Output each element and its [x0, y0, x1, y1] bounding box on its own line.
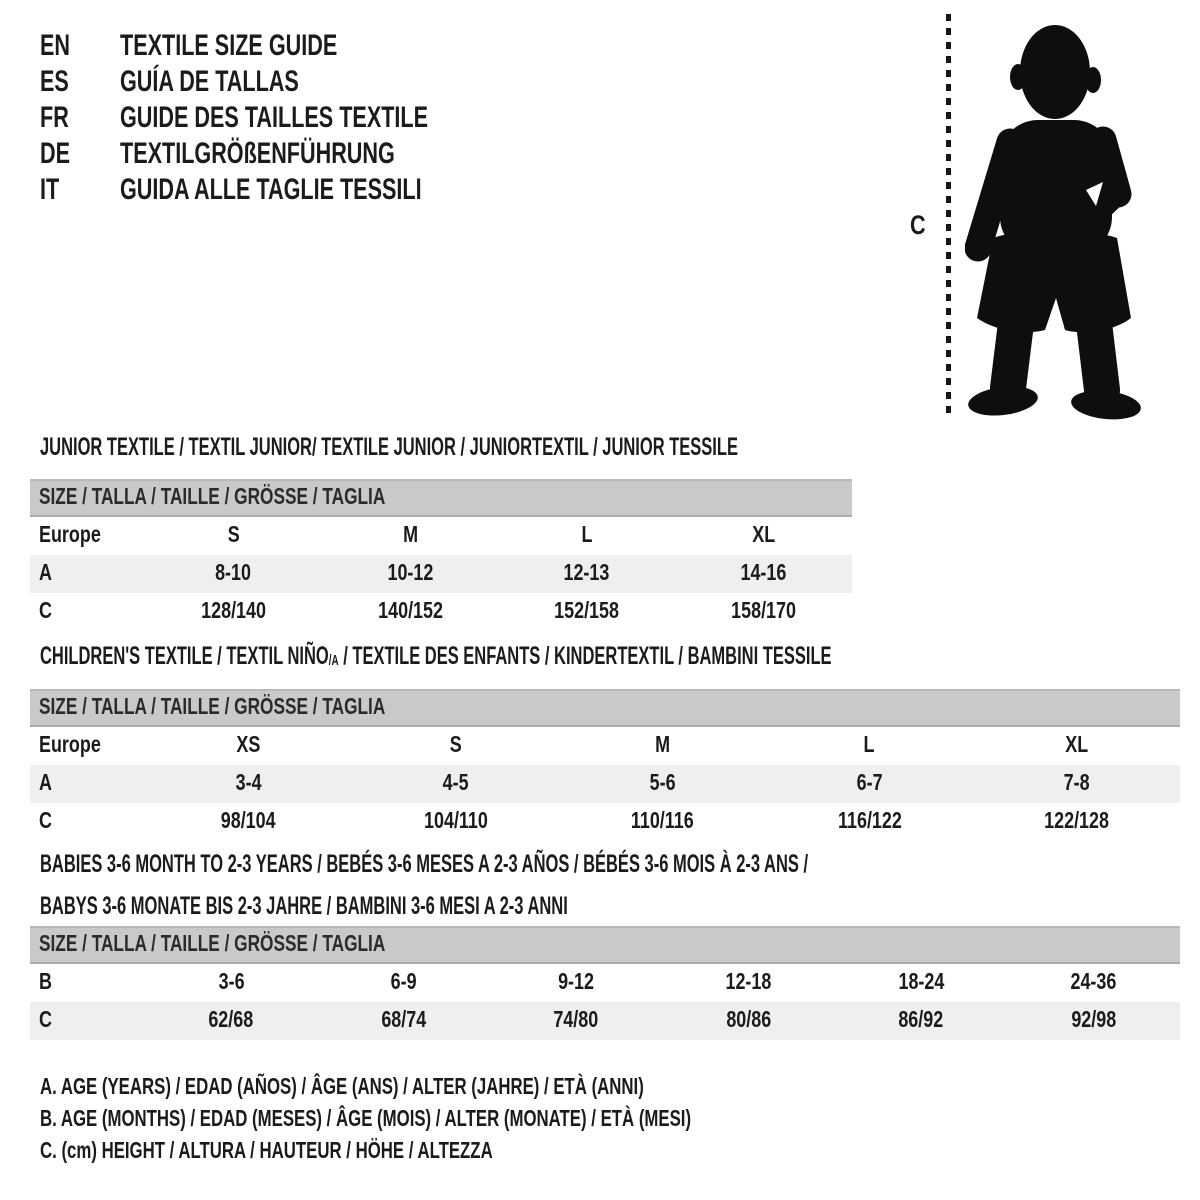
cell-value: 4-5: [442, 769, 469, 795]
cell-value: M: [655, 731, 670, 757]
table-cell: [835, 963, 1008, 1002]
table-row: [30, 516, 852, 555]
language-code: ES: [40, 65, 69, 98]
row-label-cell: [30, 765, 145, 803]
cell-value: 3-6: [218, 968, 245, 994]
table-cell: [835, 1002, 1008, 1040]
row-label-cell: [30, 555, 145, 593]
cell-value: 122/128: [1044, 807, 1109, 833]
table-row: [30, 726, 1180, 765]
junior-section-heading: JUNIOR TEXTILE / TEXTIL JUNIOR/ TEXTILE JUNIOR / JUNIORTEXTIL / JUNIOR TESSILE: [40, 433, 738, 461]
table-cell: [675, 555, 852, 593]
babies-section-heading: [40, 845, 1200, 929]
table-cell: [145, 593, 322, 631]
cell-value: S: [449, 731, 462, 757]
table-cell: [663, 1002, 836, 1040]
cell-value: 74/80: [553, 1006, 599, 1032]
height-measure-label: C: [910, 210, 926, 240]
table-cell: [559, 765, 766, 803]
size-header-label: SIZE / TALLA / TAILLE / GRÖSSE / TAGLIA: [39, 693, 386, 719]
cell-value: 6-9: [390, 968, 417, 994]
table-cell: [145, 555, 322, 593]
size-header-bar: [30, 927, 1180, 963]
language-title: GUIDE DES TAILLES TEXTILE: [120, 101, 429, 134]
table-cell: [675, 516, 852, 555]
table-cell: [145, 726, 352, 765]
cell-value: 80/86: [726, 1006, 772, 1032]
row-label: B: [39, 968, 52, 994]
children-heading-sub: /A: [328, 652, 339, 669]
cell-value: 98/104: [221, 807, 276, 833]
table-cell: [766, 803, 973, 841]
cell-value: M: [402, 521, 418, 547]
table-cell: [766, 726, 973, 765]
children-section-heading: [40, 643, 1200, 674]
cell-value: 18-24: [898, 968, 945, 994]
cell-value: 3-4: [235, 769, 262, 795]
cell-value: 5-6: [649, 769, 676, 795]
row-label: C: [39, 1006, 52, 1032]
children-heading-main: CHILDREN'S TEXTILE / TEXTIL NIÑO: [40, 642, 329, 670]
cell-value: L: [581, 521, 593, 547]
language-title: GUÍA DE TALLAS: [120, 65, 299, 98]
language-title-list: [40, 28, 548, 208]
table-cell: [145, 1002, 318, 1040]
language-row: [40, 172, 548, 208]
row-label: C: [39, 807, 52, 833]
table-row: [30, 803, 1180, 841]
cell-value: 92/98: [1071, 1006, 1117, 1032]
table-cell: [318, 963, 491, 1002]
table-cell: [322, 516, 499, 555]
cell-value: 68/74: [381, 1006, 427, 1032]
table-cell: [352, 726, 559, 765]
row-label: A: [39, 559, 52, 585]
table-row: [30, 593, 852, 631]
cell-value: XS: [236, 731, 261, 757]
row-label-cell: [30, 726, 145, 765]
language-row: [40, 100, 548, 136]
table-cell: [559, 803, 766, 841]
cell-value: 12-13: [563, 559, 610, 585]
height-measure-dashed-line: [946, 14, 951, 418]
table-cell: [490, 963, 663, 1002]
table-cell: [499, 516, 676, 555]
table-row: [30, 555, 852, 593]
cell-value: 86/92: [898, 1006, 944, 1032]
cell-value: 7-8: [1063, 769, 1090, 795]
cell-value: 110/116: [631, 807, 694, 833]
language-code: DE: [40, 137, 71, 170]
language-title: TEXTILE SIZE GUIDE: [120, 29, 338, 62]
babies-heading-line2: BABYS 3-6 MONATE BIS 2-3 JAHRE / BAMBINI 3-6 MESI A 2-3 ANNI: [40, 892, 568, 920]
cell-value: 140/152: [377, 597, 443, 623]
table-cell: [352, 765, 559, 803]
cell-value: 116/122: [837, 807, 902, 833]
table-row: [30, 963, 1180, 1002]
table-cell: [490, 1002, 663, 1040]
table-cell: [1008, 963, 1181, 1002]
cell-value: 14-16: [740, 559, 787, 585]
table-cell: [322, 593, 499, 631]
language-code: FR: [40, 101, 69, 134]
table-cell: [973, 726, 1180, 765]
row-label-cell: [30, 803, 145, 841]
row-label: Europe: [39, 731, 101, 757]
cell-value: XL: [1065, 731, 1088, 757]
row-label-cell: [30, 963, 145, 1002]
table-cell: [973, 803, 1180, 841]
row-label: C: [39, 597, 52, 623]
table-cell: [145, 803, 352, 841]
table-cell: [352, 803, 559, 841]
row-label-cell: [30, 593, 145, 631]
babies-size-table: [30, 926, 1180, 1040]
table-row: [30, 1002, 1180, 1040]
toddler-silhouette-icon: [965, 20, 1145, 420]
cell-value: 9-12: [558, 968, 595, 994]
cell-value: L: [864, 731, 875, 757]
table-cell: [675, 593, 852, 631]
table-cell: [499, 555, 676, 593]
legend-line-b: B. AGE (MONTHS) / EDAD (MESES) / ÂGE (MOIS) / ALTER (MONATE) / ETÀ (MESI): [40, 1105, 692, 1131]
row-label-cell: [30, 1002, 145, 1040]
legend-line-c: C. (cm) HEIGHT / ALTURA / HAUTEUR / HÖHE / ALTEZZA: [40, 1137, 493, 1163]
cell-value: 62/68: [208, 1006, 254, 1032]
children-size-table: [30, 689, 1180, 841]
size-header-bar: [30, 690, 1180, 726]
table-cell: [318, 1002, 491, 1040]
legend-line-a: A. AGE (YEARS) / EDAD (AÑOS) / ÂGE (ANS) / ALTER (JAHRE) / ETÀ (ANNI): [40, 1073, 644, 1099]
language-row: [40, 64, 548, 100]
table-cell: [1008, 1002, 1181, 1040]
children-heading-rest: / TEXTILE DES ENFANTS / KINDERTEXTIL / BAMBINI TESSILE: [338, 642, 832, 670]
table-cell: [663, 963, 836, 1002]
cell-value: XL: [752, 521, 776, 547]
language-title: TEXTILGRÖßENFÜHRUNG: [120, 137, 395, 170]
cell-value: 158/170: [731, 597, 797, 623]
cell-value: S: [227, 521, 240, 547]
language-title: GUIDA ALLE TAGLIE TESSILI: [120, 173, 422, 206]
table-cell: [145, 963, 318, 1002]
table-cell: [322, 555, 499, 593]
cell-value: 128/140: [201, 597, 266, 623]
language-row: [40, 136, 548, 172]
table-row: [30, 765, 1180, 803]
language-code: IT: [40, 173, 60, 206]
cell-value: 6-7: [856, 769, 883, 795]
junior-size-table: [30, 479, 852, 631]
cell-value: 24-36: [1070, 968, 1117, 994]
row-label-cell: [30, 516, 145, 555]
table-cell: [766, 765, 973, 803]
cell-value: 152/158: [554, 597, 620, 623]
table-cell: [559, 726, 766, 765]
table-cell: [499, 593, 676, 631]
cell-value: 104/110: [423, 807, 488, 833]
cell-value: 12-18: [725, 968, 772, 994]
language-code: EN: [40, 29, 71, 62]
legend: [40, 1070, 932, 1166]
language-row: [40, 28, 548, 64]
cell-value: 10-12: [387, 559, 434, 585]
cell-value: 8-10: [215, 559, 252, 585]
size-header-label: SIZE / TALLA / TAILLE / GRÖSSE / TAGLIA: [39, 483, 386, 509]
table-cell: [145, 516, 322, 555]
size-header-bar: [30, 480, 852, 516]
babies-heading-line1: BABIES 3-6 MONTH TO 2-3 YEARS / BEBÉS 3-6 MESES A 2-3 AÑOS / BÉBÉS 3-6 MOIS À 2-3 ANS /: [40, 850, 809, 878]
table-cell: [973, 765, 1180, 803]
row-label: Europe: [39, 521, 101, 547]
table-cell: [145, 765, 352, 803]
row-label: A: [39, 769, 52, 795]
size-header-label: SIZE / TALLA / TAILLE / GRÖSSE / TAGLIA: [39, 930, 386, 956]
